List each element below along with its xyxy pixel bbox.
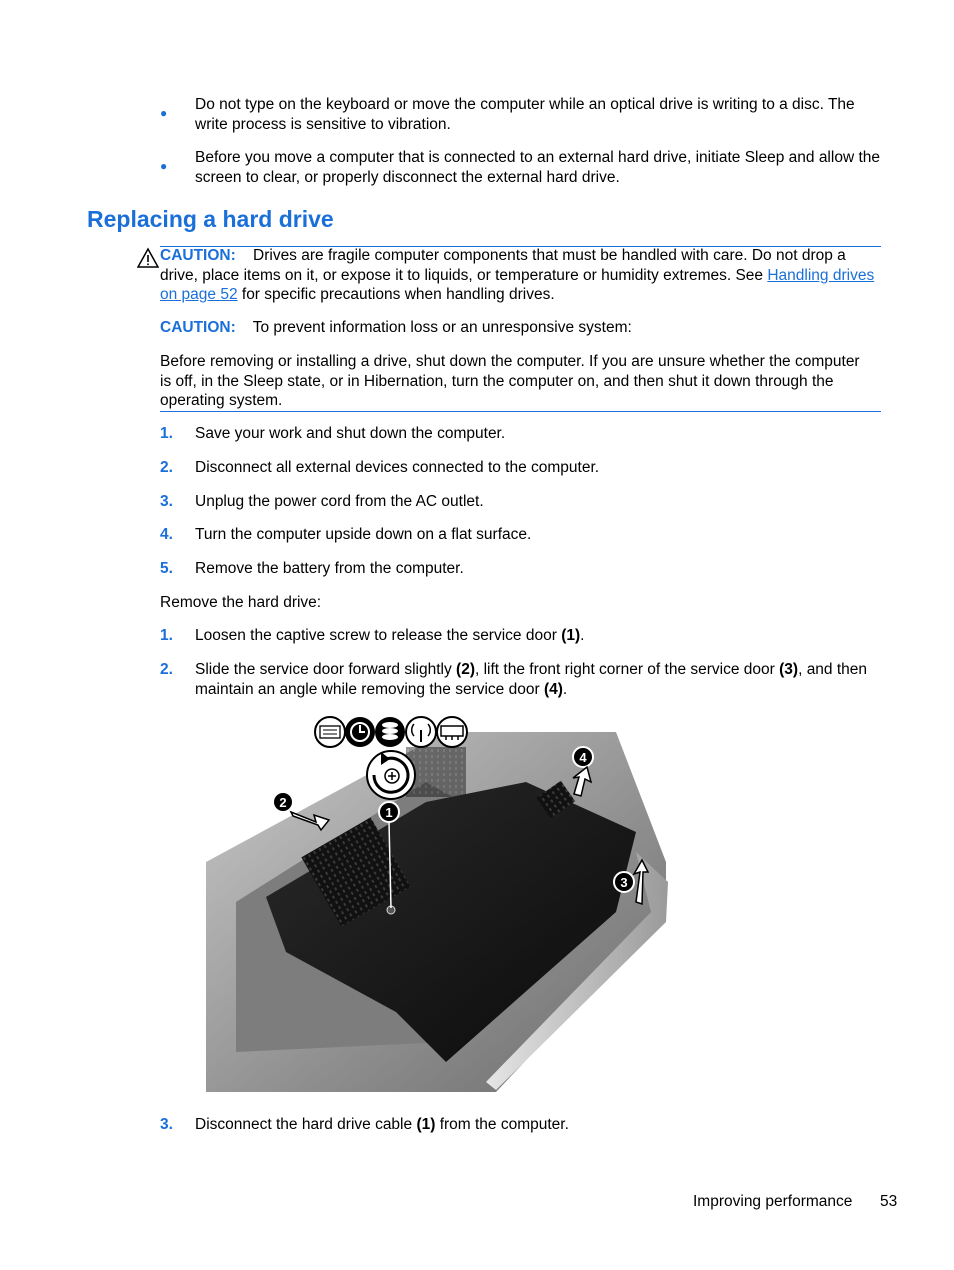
callout-3: 3 — [620, 875, 628, 890]
step-number: 4. — [160, 526, 173, 543]
caution-text: To prevent information loss or an unresponsive system: — [252, 319, 632, 336]
step-text: Slide the service door forward slightly (2), lift the front right corner of the service door (3), and then maintain an angle while removing the service door (4). — [195, 661, 868, 698]
remove-intro: Remove the hard drive: — [160, 594, 322, 611]
memory-icon — [437, 717, 467, 747]
step-text: Disconnect the hard drive cable (1) from the computer. — [195, 1116, 569, 1133]
rotate-screw-icon — [367, 751, 415, 799]
caution-note: Before removing or installing a drive, shut down the computer. If you are unsure whether the computer is off, in the Sleep state, or in Hibernation, turn the computer on, and then shut it down through the operating system. — [160, 353, 860, 409]
caution-paragraph — [160, 318, 875, 338]
keyboard-icon — [315, 717, 345, 747]
step-text: Disconnect all external devices connected to the computer. — [195, 459, 600, 476]
bullet-item: Do not type on the keyboard or move the computer while an optical drive is writing to a disc. The write process is sensitive to vibration. — [195, 96, 855, 133]
bullet-item: Before you move a computer that is connected to an external hard drive, initiate Sleep and allow the screen to clear, or properly disconnect the external hard drive. — [195, 149, 880, 186]
caution-text: for specific precautions when handling drives. — [237, 286, 555, 303]
step-number: 1. — [160, 425, 173, 442]
clock-icon — [345, 717, 375, 747]
step-number: 5. — [160, 560, 173, 577]
callout-1: 1 — [385, 805, 393, 820]
caution-bottom-rule — [160, 411, 881, 412]
step-text: Loosen the captive screw to release the service door (1). — [195, 627, 585, 644]
bullet-marker: ● — [160, 159, 168, 173]
page-number: 53 — [880, 1193, 898, 1210]
callout-2: 2 — [279, 795, 287, 810]
step-number: 1. — [160, 627, 173, 644]
callout-4: 4 — [579, 750, 587, 765]
step-text: Turn the computer upside down on a flat surface. — [195, 526, 532, 543]
caution-paragraph — [160, 246, 875, 305]
caution-label: CAUTION: — [160, 319, 236, 336]
caution-label: CAUTION: — [160, 247, 236, 264]
hard-drive-illustration — [196, 712, 676, 1092]
database-icon — [375, 717, 405, 747]
step-number: 2. — [160, 661, 173, 678]
step-number: 3. — [160, 493, 173, 510]
step-number: 2. — [160, 459, 173, 476]
bullet-marker: ● — [160, 106, 168, 120]
step-text: Unplug the power cord from the AC outlet. — [195, 493, 484, 510]
step-text: Remove the battery from the computer. — [195, 560, 464, 577]
footer-section: Improving performance — [693, 1193, 853, 1210]
wireless-icon — [406, 717, 436, 747]
caution-triangle-icon — [137, 247, 159, 269]
step-text: Save your work and shut down the computer. — [195, 425, 506, 442]
step-number: 3. — [160, 1116, 173, 1133]
section-title: Replacing a hard drive — [87, 206, 334, 232]
caution-text: Drives are fragile computer components that must be handled with care. Do not drop a drive, place items on it, or expose it to liquids, or temperature or humidity extremes. See — [160, 247, 846, 284]
handling-drives-link[interactable]: Handling drives on page 52 — [160, 266, 875, 303]
